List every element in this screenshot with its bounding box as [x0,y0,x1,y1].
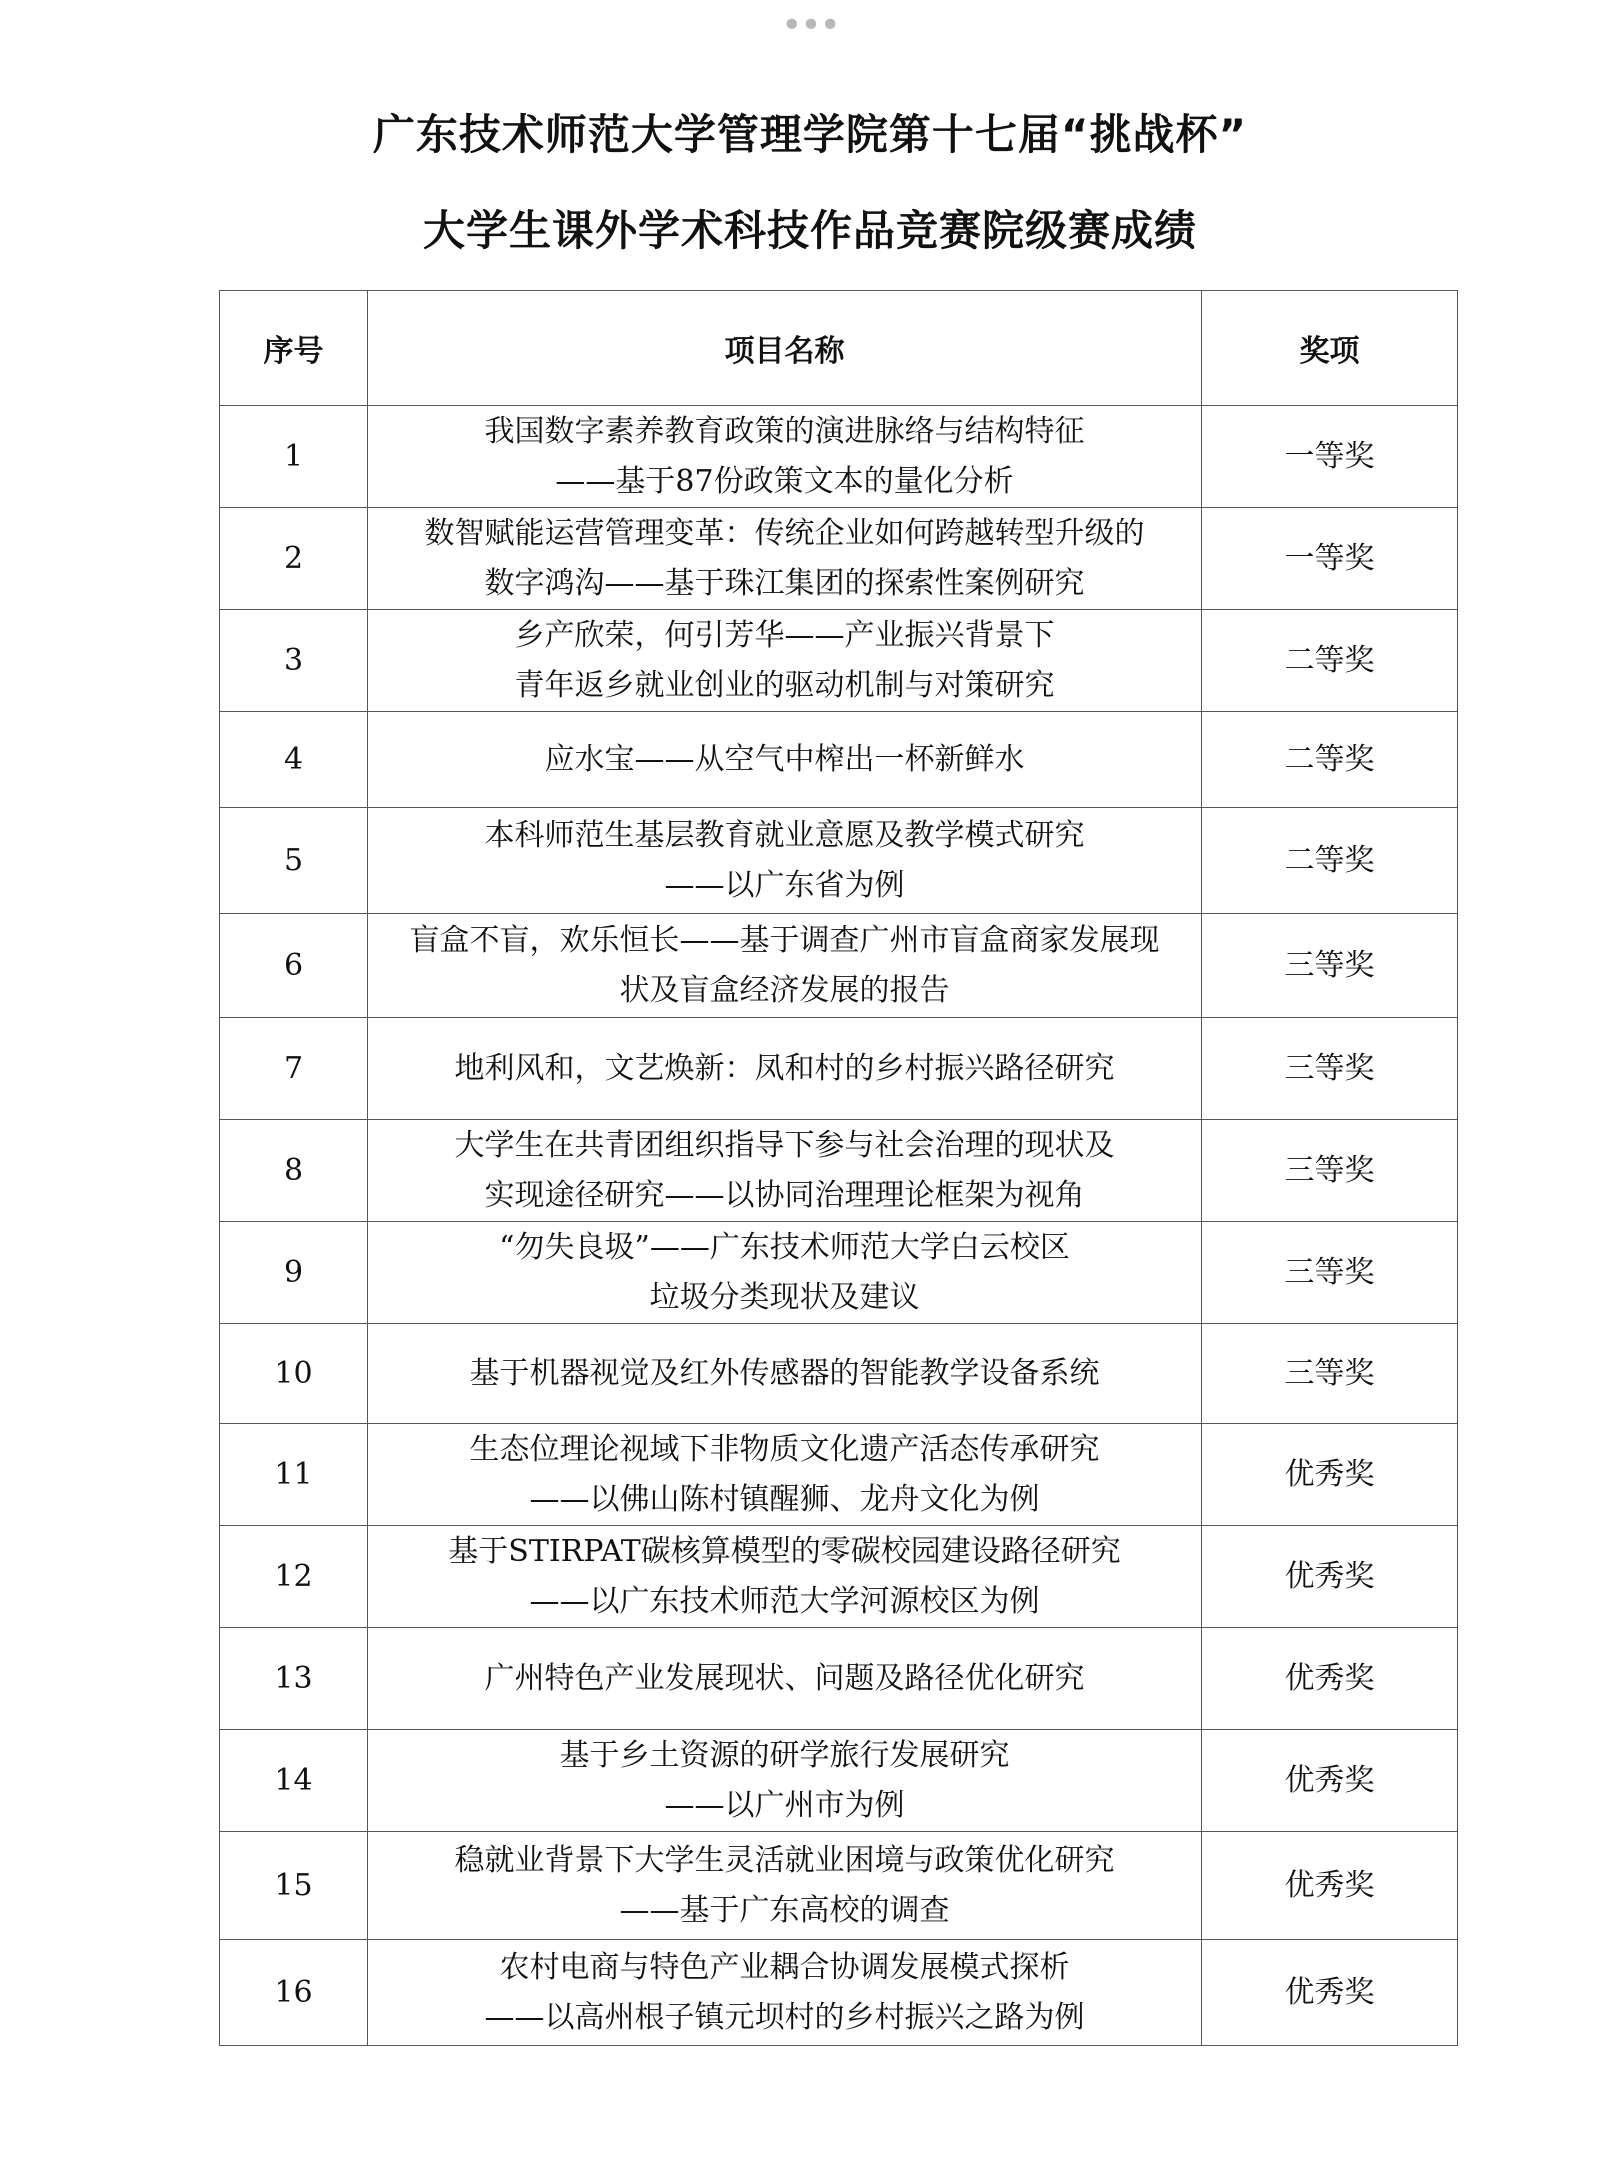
row-seq: 1 [220,406,368,508]
document-title-line2: 大学生课外学术科技作品竞赛院级赛成绩 [422,206,1197,255]
row-award: 优秀奖 [1202,1940,1458,2046]
project-name-line2: 数字鸿沟——基于珠江集团的探索性案例研究 [484,565,1085,601]
row-project-name [368,406,1202,508]
project-name-line1: 基于机器视觉及红外传感器的智能教学设备系统 [469,1355,1100,1391]
row-award: 二等奖 [1202,808,1458,914]
project-name-line1: 稳就业背景下大学生灵活就业困境与政策优化研究 [454,1842,1115,1878]
table-row [220,712,1458,808]
row-project-name [368,712,1202,808]
row-award: 二等奖 [1202,610,1458,712]
row-seq: 4 [220,712,368,808]
row-project-name [368,508,1202,610]
row-award: 优秀奖 [1202,1424,1458,1526]
results-table [219,290,1458,2046]
row-award: 三等奖 [1202,914,1458,1018]
row-award: 优秀奖 [1202,1628,1458,1730]
row-seq: 5 [220,808,368,914]
row-award: 三等奖 [1202,1120,1458,1222]
project-name-line1: 基于乡土资源的研学旅行发展研究 [559,1737,1010,1773]
row-award: 一等奖 [1202,508,1458,610]
row-project-name [368,1424,1202,1526]
table-row [220,808,1458,914]
row-project-name [368,1120,1202,1222]
table-row [220,1832,1458,1940]
header-project-name: 项目名称 [368,291,1202,406]
table-row [220,1018,1458,1120]
row-award: 三等奖 [1202,1222,1458,1324]
header-award: 奖项 [1202,291,1458,406]
project-name-line1: 广州特色产业发展现状、问题及路径优化研究 [484,1660,1085,1696]
table-row [220,1940,1458,2046]
row-seq: 10 [220,1324,368,1424]
table-row [220,610,1458,712]
header-seq: 序号 [220,291,368,406]
row-seq: 9 [220,1222,368,1324]
row-seq: 3 [220,610,368,712]
project-name-line1: 基于STIRPAT碳核算模型的零碳校园建设路径研究 [448,1533,1121,1569]
table-row [220,1526,1458,1628]
project-name-line2: ——基于87份政策文本的量化分析 [555,463,1014,499]
document-title-line1: 广东技术师范大学管理学院第十七届“挑战杯” [372,110,1248,159]
row-award: 一等奖 [1202,406,1458,508]
table-row [220,1120,1458,1222]
row-project-name [368,610,1202,712]
row-seq: 2 [220,508,368,610]
project-name-line2: 实现途径研究——以协同治理理论框架为视角 [484,1177,1085,1213]
project-name-line2: 垃圾分类现状及建议 [649,1279,920,1315]
row-award: 优秀奖 [1202,1832,1458,1940]
row-seq: 11 [220,1424,368,1526]
row-project-name [368,1526,1202,1628]
row-award: 优秀奖 [1202,1730,1458,1832]
project-name-line1: 数智赋能运营管理变革：传统企业如何跨越转型升级的 [424,515,1145,551]
row-project-name [368,808,1202,914]
row-project-name [368,1940,1202,2046]
project-name-line2: ——以广东省为例 [664,867,905,903]
project-name-line1: 乡产欣荣，何引芳华——产业振兴背景下 [514,617,1055,653]
project-name-line2: ——以佛山陈村镇醒狮、龙舟文化为例 [529,1481,1040,1517]
project-name-line1: 我国数字素养教育政策的演进脉络与结构特征 [484,413,1085,449]
table-row [220,508,1458,610]
project-name-line1: 盲盒不盲，欢乐恒长——基于调查广州市盲盒商家发展现 [409,922,1160,958]
row-project-name [368,1730,1202,1832]
project-name-line1: 大学生在共青团组织指导下参与社会治理的现状及 [454,1127,1115,1163]
row-project-name [368,1324,1202,1424]
row-project-name [368,1222,1202,1324]
table-row [220,406,1458,508]
table-row [220,1730,1458,1832]
row-seq: 16 [220,1940,368,2046]
row-award: 三等奖 [1202,1324,1458,1424]
table-row [220,914,1458,1018]
row-project-name [368,914,1202,1018]
row-award: 二等奖 [1202,712,1458,808]
row-project-name [368,1628,1202,1730]
row-award: 优秀奖 [1202,1526,1458,1628]
table-header-row [220,291,1458,406]
project-name-line1: “勿失良圾”——广东技术师范大学白云校区 [499,1229,1070,1265]
project-name-line1: 生态位理论视域下非物质文化遗产活态传承研究 [469,1431,1100,1467]
project-name-line2: ——以高州根子镇元坝村的乡村振兴之路为例 [484,1999,1085,2035]
row-seq: 6 [220,914,368,1018]
table-row [220,1324,1458,1424]
project-name-line2: ——基于广东高校的调查 [619,1892,950,1928]
project-name-line2: 青年返乡就业创业的驱动机制与对策研究 [514,667,1055,703]
table-row [220,1424,1458,1526]
project-name-line2: ——以广州市为例 [664,1787,905,1823]
row-seq: 13 [220,1628,368,1730]
row-project-name [368,1018,1202,1120]
row-seq: 8 [220,1120,368,1222]
row-seq: 14 [220,1730,368,1832]
table-row [220,1628,1458,1730]
row-award: 三等奖 [1202,1018,1458,1120]
table-row [220,1222,1458,1324]
row-project-name [368,1832,1202,1940]
more-dots-icon[interactable]: ••• [781,5,839,46]
project-name-line2: 状及盲盒经济发展的报告 [619,972,950,1008]
project-name-line1: 农村电商与特色产业耦合协调发展模式探析 [499,1949,1070,1985]
project-name-line1: 本科师范生基层教育就业意愿及教学模式研究 [484,817,1085,853]
project-name-line2: ——以广东技术师范大学河源校区为例 [529,1583,1040,1619]
row-seq: 15 [220,1832,368,1940]
project-name-line1: 地利风和，文艺焕新：凤和村的乡村振兴路径研究 [454,1050,1115,1086]
row-seq: 12 [220,1526,368,1628]
project-name-line1: 应水宝——从空气中榨出一杯新鲜水 [544,741,1025,777]
row-seq: 7 [220,1018,368,1120]
